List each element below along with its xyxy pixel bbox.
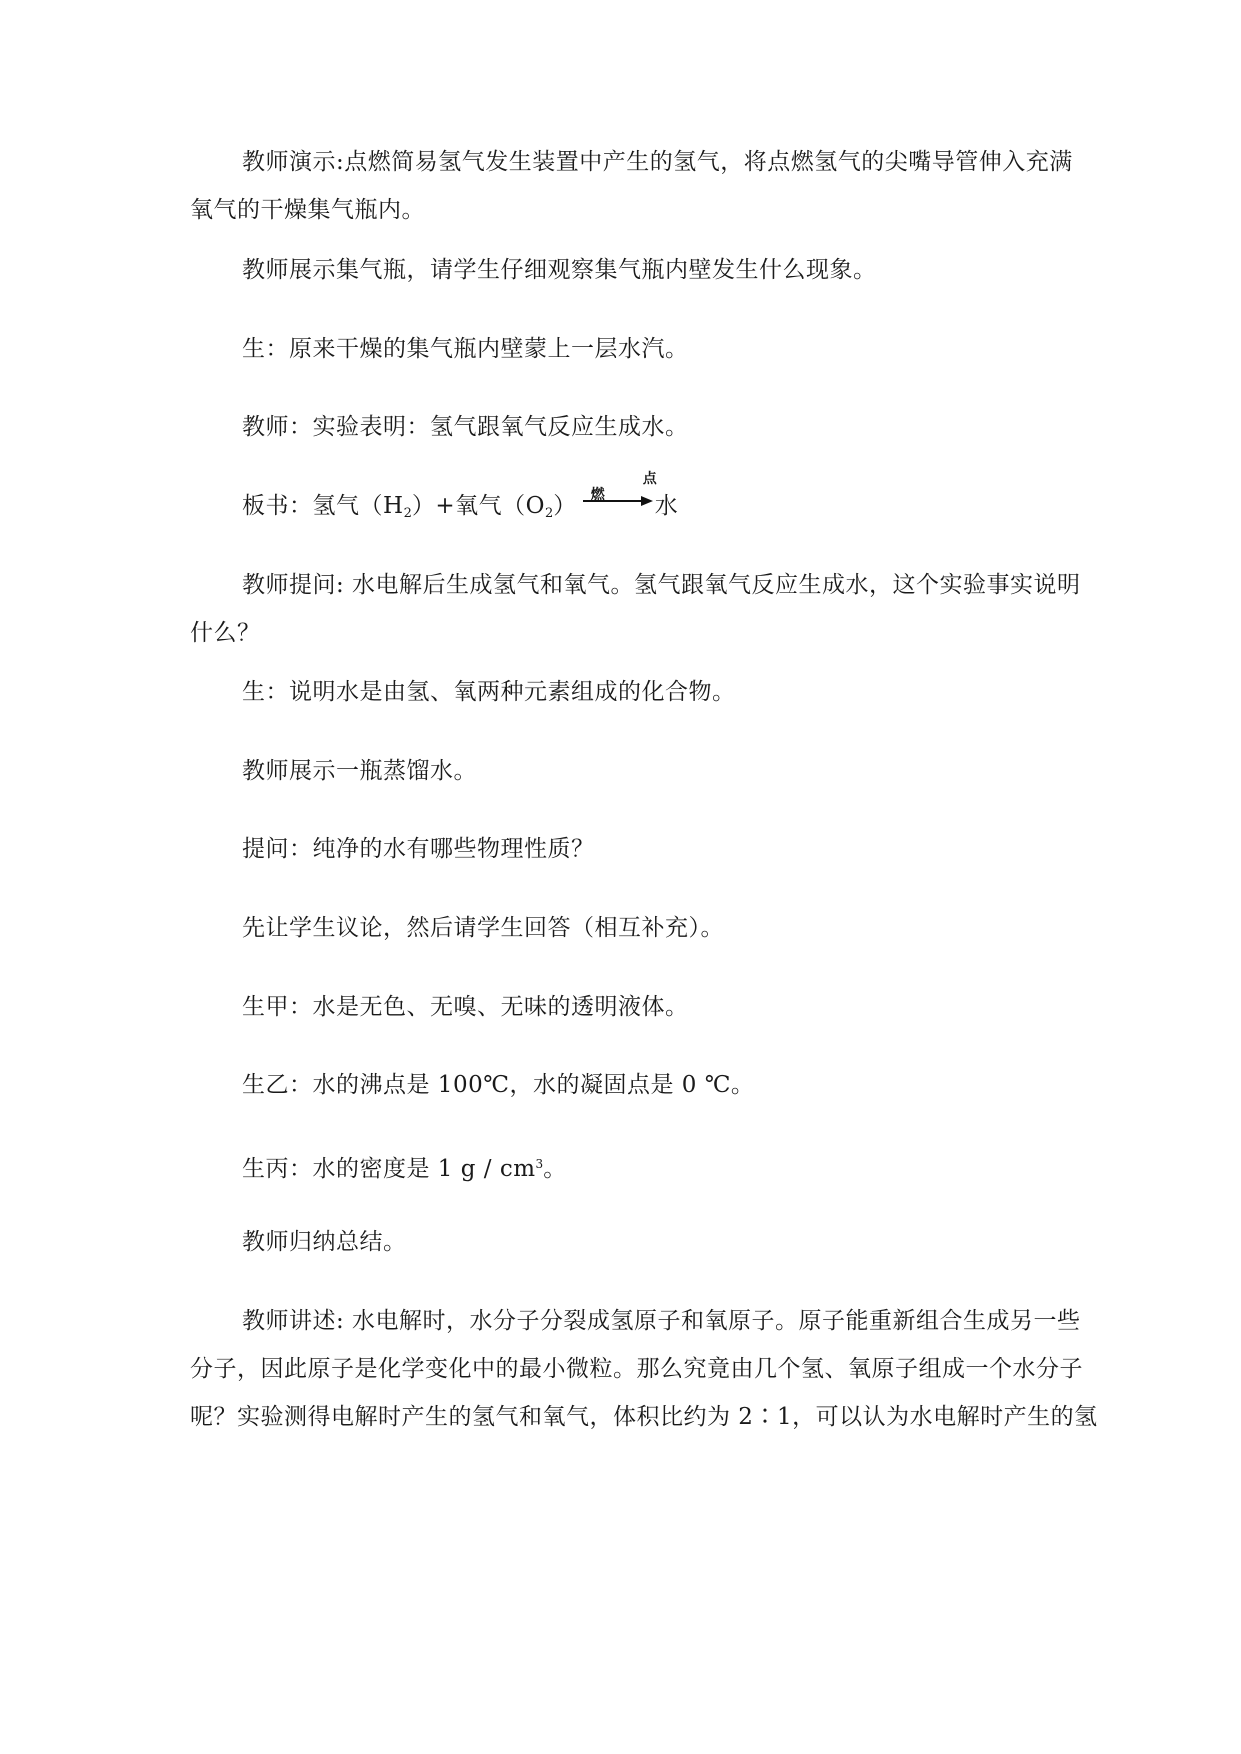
paragraph-student-answer-1: 生：原来干燥的集气瓶内壁蒙上一层水汽。 xyxy=(242,336,689,362)
reaction-condition: 点燃 xyxy=(590,471,657,503)
paragraph-discussion: 先让学生议论，然后请学生回答（相互补充）。 xyxy=(242,915,724,941)
paragraph-student-answer-2: 生：说明水是由氢、氧两种元素组成的化合物。 xyxy=(242,679,736,705)
paragraph-teacher-lecture xyxy=(190,1297,1098,1441)
paragraph-teacher-demo xyxy=(190,138,1073,234)
text-line: 分子，因此原子是化学变化中的最小微粒。那么究竟由几个氢、氧原子组成一个水分子 xyxy=(190,1356,1083,1382)
paragraph-teacher-conclusion: 教师：实验表明：氢气跟氧气反应生成水。 xyxy=(242,414,689,440)
superscript-3: 3 xyxy=(535,1157,544,1171)
subscript-2: 2 xyxy=(403,506,412,521)
paragraph-blackboard-equation xyxy=(190,471,1060,538)
text-line: 教师讲述: 水电解时，水分子分裂成氢原子和氧原子。原子能重新组合生成另一些 xyxy=(242,1308,1081,1334)
text-line: 氧气的干燥集气瓶内。 xyxy=(190,197,425,223)
text-line: 呢？实验测得电解时产生的氢气和氧气，体积比约为 2∶1，可以认为水电解时产生的氢 xyxy=(190,1404,1098,1430)
density-text: 生丙：水的密度是 1 g / cm xyxy=(242,1156,536,1182)
reaction-arrow xyxy=(583,471,657,515)
paragraph-student-b: 生乙：水的沸点是 100℃，水的凝固点是 0 ℃。 xyxy=(242,1072,755,1098)
arrow-icon xyxy=(583,495,653,507)
paragraph-teacher-show-water: 教师展示一瓶蒸馏水。 xyxy=(242,758,477,784)
text-line: 什么？ xyxy=(190,620,261,646)
paragraph-student-a: 生甲：水是无色、无嗅、无味的透明液体。 xyxy=(242,994,689,1020)
paragraph-summary: 教师归纳总结。 xyxy=(242,1229,407,1255)
equation-product: 水 xyxy=(654,493,679,519)
text-line: 教师演示:点燃简易氢气发生装置中产生的氢气，将点燃氢气的尖嘴导管伸入充满 xyxy=(242,149,1073,175)
text-line: 教师提问: 水电解后生成氢气和氧气。氢气跟氧气反应生成水，这个实验事实说明 xyxy=(242,572,1081,598)
paragraph-teacher-question xyxy=(190,561,1081,657)
density-end: 。 xyxy=(543,1156,567,1182)
subscript-2: 2 xyxy=(544,506,554,521)
paragraph-teacher-show-bottle: 教师展示集气瓶，请学生仔细观察集气瓶内壁发生什么现象。 xyxy=(242,257,877,283)
paragraph-student-c xyxy=(190,1140,1060,1193)
equation-close: ） xyxy=(553,493,577,519)
equation-prefix: 板书：氢气（H xyxy=(242,493,404,519)
equation-middle: ）+氧气（O xyxy=(411,493,545,519)
paragraph-question-properties: 提问：纯净的水有哪些物理性质？ xyxy=(242,836,595,862)
